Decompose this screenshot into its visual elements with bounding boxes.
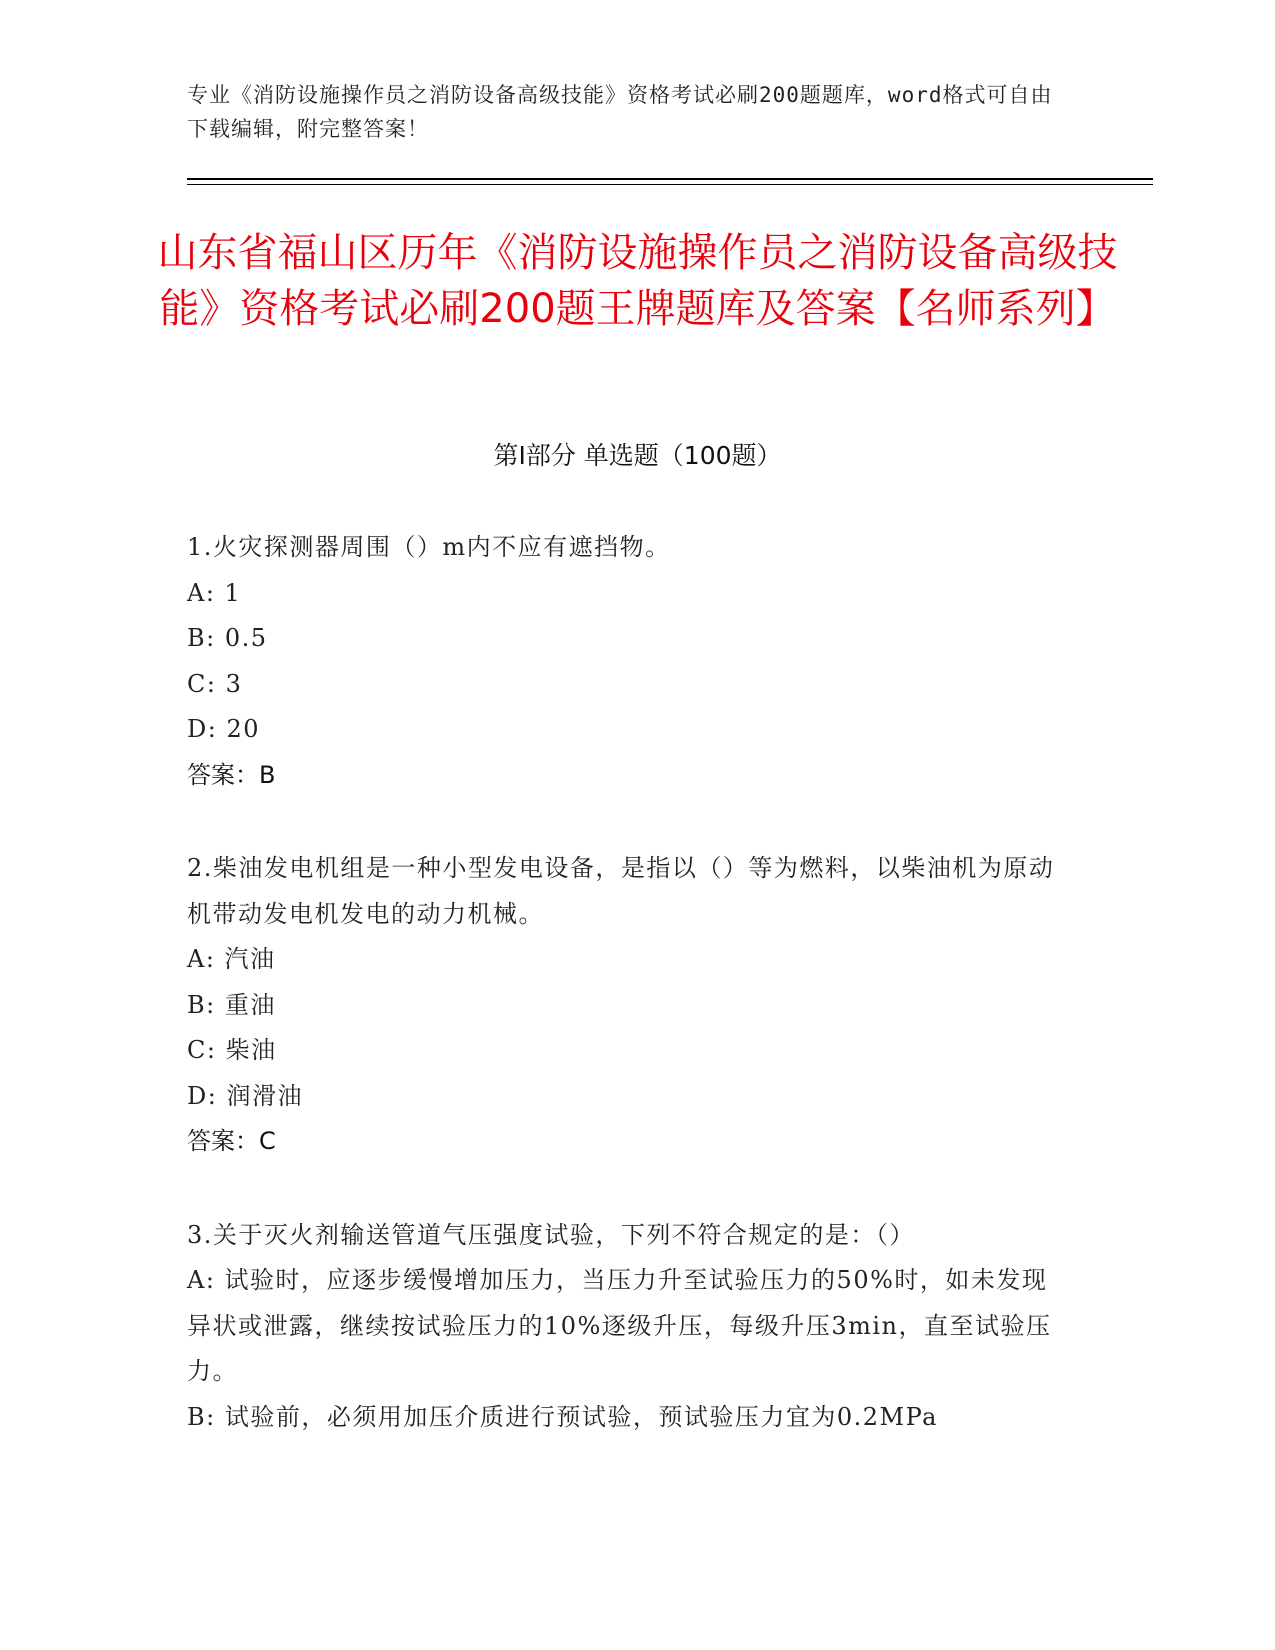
option-c: C: 3 — [187, 669, 243, 698]
option-d: D: 20 — [187, 715, 260, 743]
question-stem: 3.关于灭火剂输送管道气压强度试验，下列不符合规定的是：（） — [187, 1220, 915, 1249]
document-title: 山东省福山区历年《消防设施操作员之消防设备高级技能》资格考试必刷200题王牌题库及答案【名师系列】 — [157, 230, 1118, 332]
option-b: B: 重油 — [187, 990, 276, 1019]
option-c: C: 柴油 — [187, 1036, 277, 1064]
question-stem: 2.柴油发电机组是一种小型发电设备，是指以（）等为燃料，以柴油机为原动机带动发电机发电的动力机械。 — [187, 854, 1055, 928]
header-divider-thin — [187, 184, 1153, 185]
question-2 — [187, 846, 1067, 1165]
option-a: A: 1 — [187, 578, 242, 607]
option-b: B: 0.5 — [187, 624, 268, 652]
answer: 答案：B — [187, 760, 276, 789]
question-3 — [187, 1213, 1067, 1441]
option-a: A: 试验时，应逐步缓慢增加压力，当压力升至试验压力的50%时，如未发现异状或泄露，继续按试验压力的10%逐级升压，每级升压3min，直至试验压力。 — [187, 1266, 1052, 1385]
question-stem: 1.火灾探测器周围（）m内不应有遮挡物。 — [187, 533, 671, 561]
question-1 — [187, 525, 1067, 798]
option-d: D: 润滑油 — [187, 1081, 303, 1110]
answer: 答案：C — [187, 1127, 276, 1155]
header-divider — [187, 178, 1153, 180]
option-b: B: 试验前，必须用加压介质进行预试验，预试验压力宜为0.2MPa — [187, 1402, 938, 1431]
section-title: 第Ⅰ部分 单选题（100题） — [493, 441, 782, 470]
question-list — [187, 525, 1067, 1488]
header-note: 专业《消防设施操作员之消防设备高级技能》资格考试必刷200题题库，word格式可自由下载编辑，附完整答案！ — [187, 83, 1053, 141]
option-a: A: 汽油 — [187, 945, 276, 973]
